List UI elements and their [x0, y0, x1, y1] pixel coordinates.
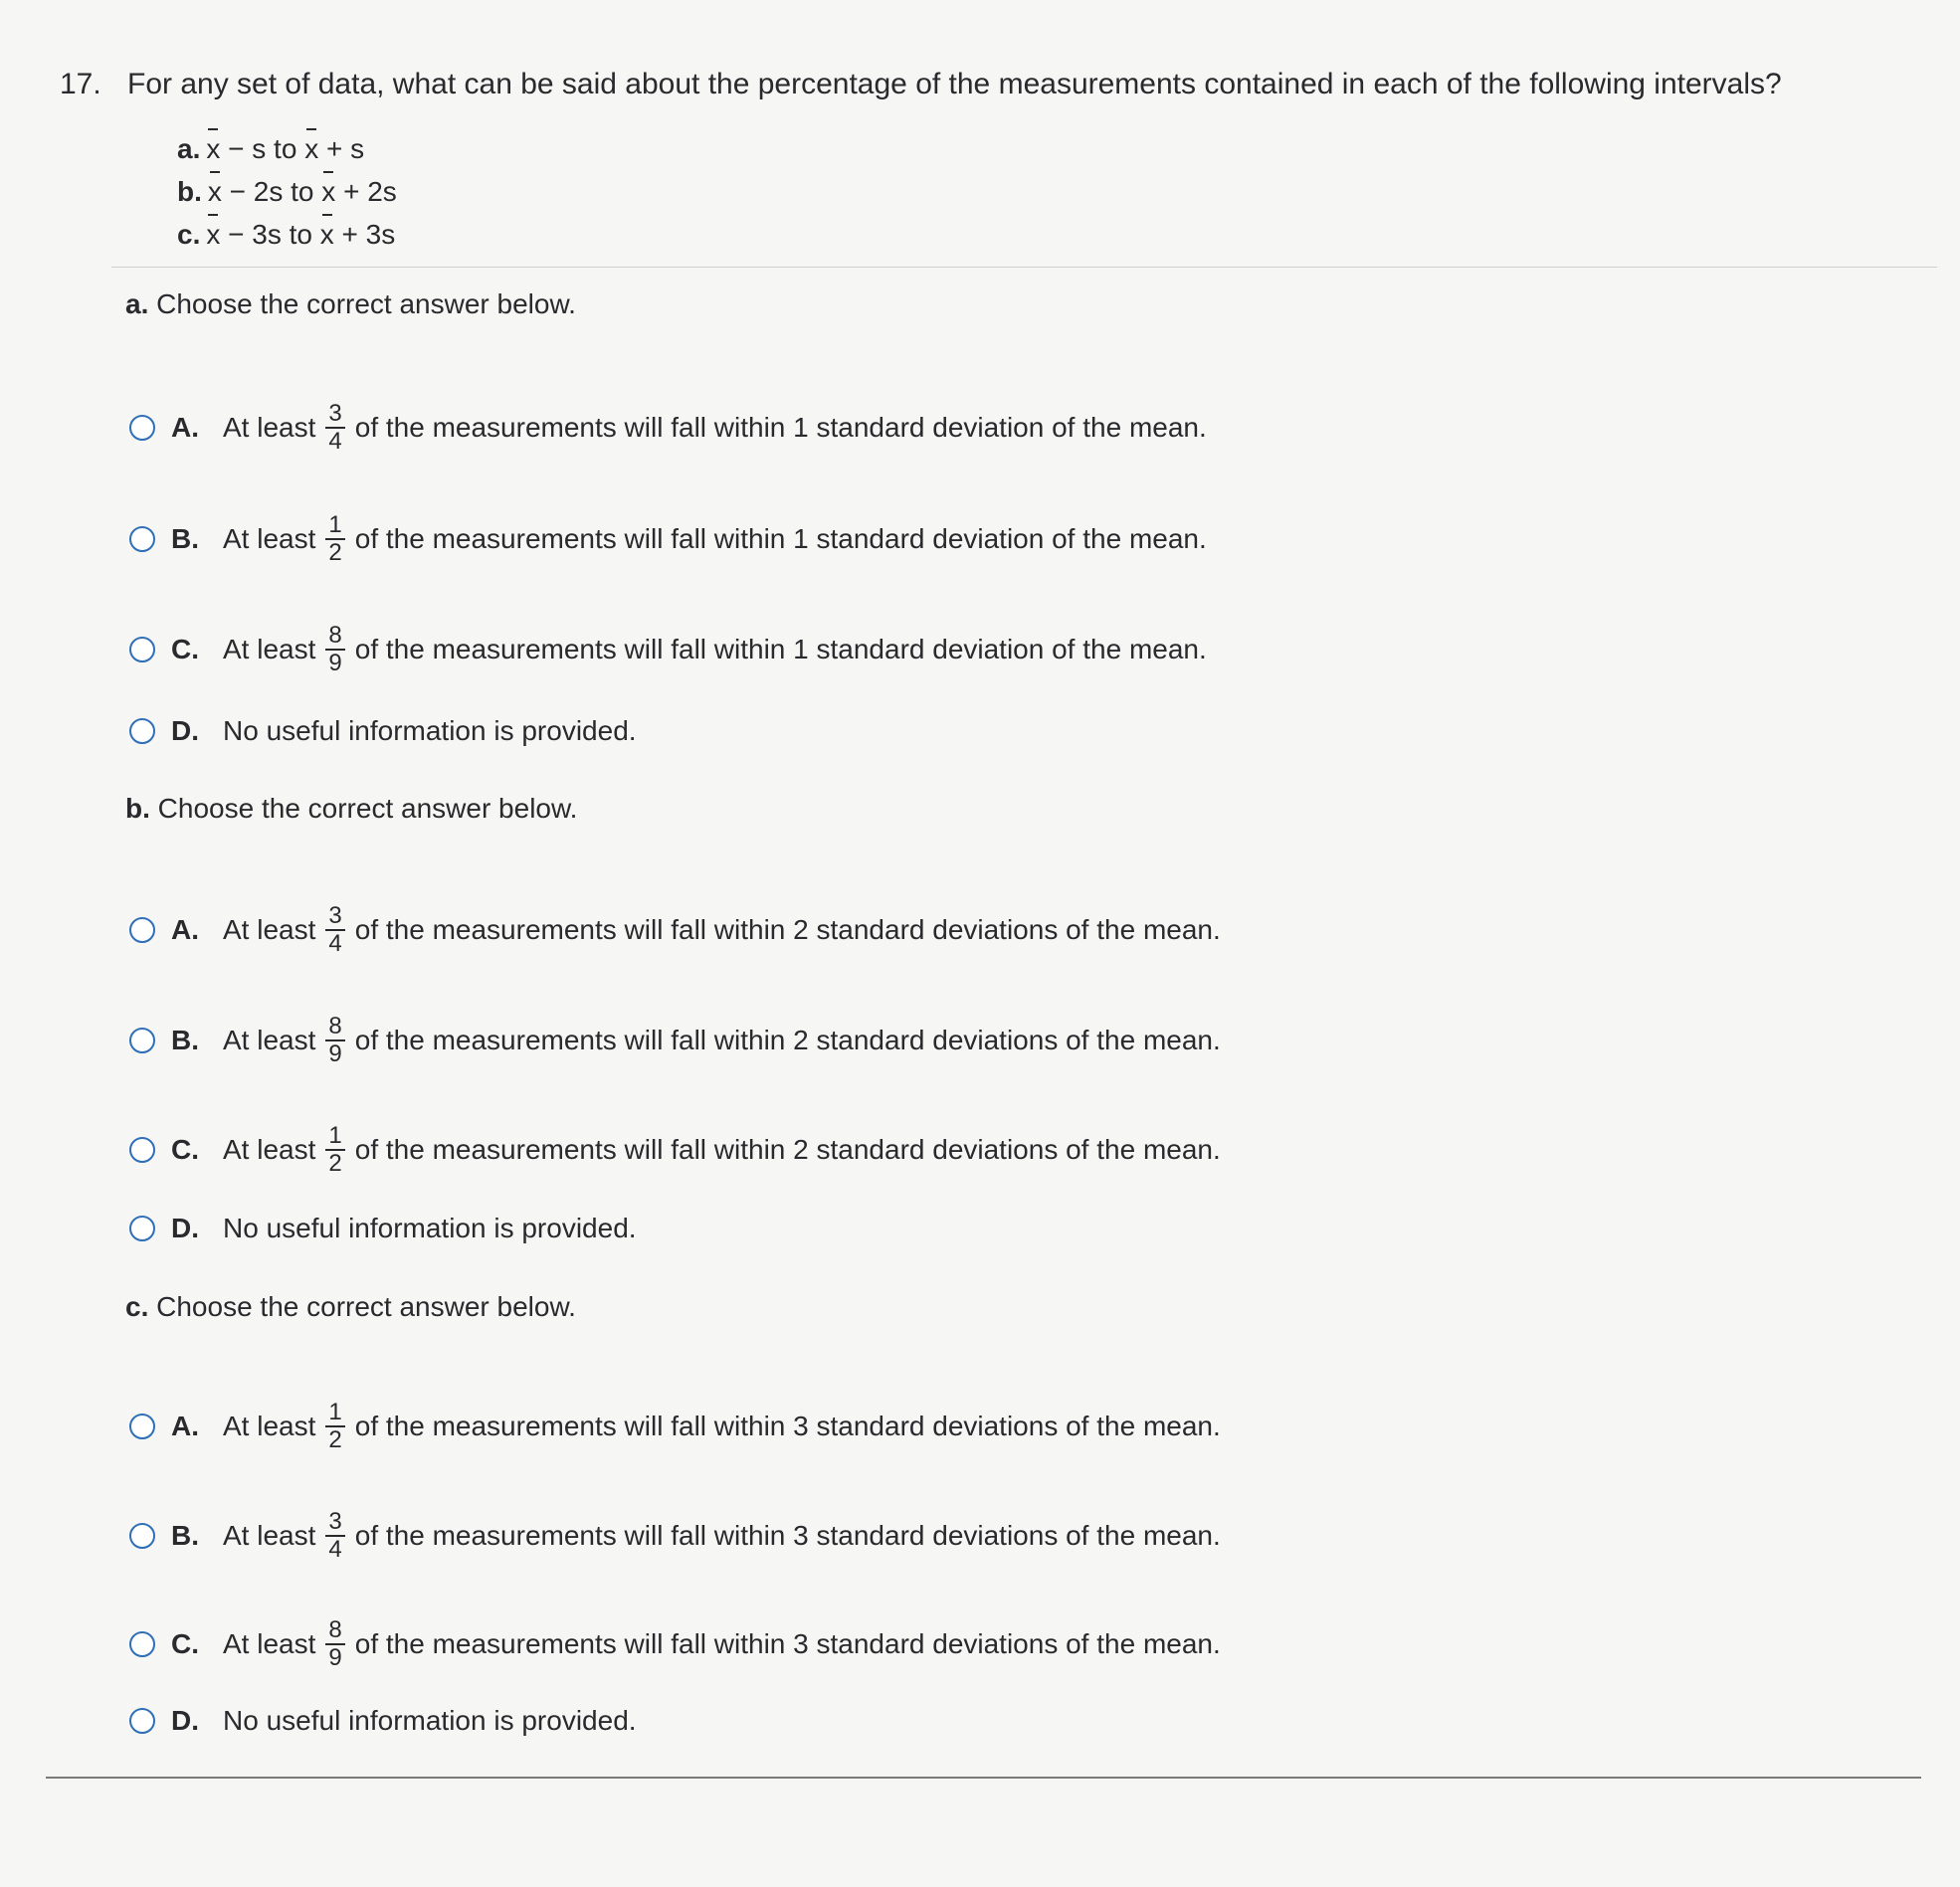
radio-button[interactable] [129, 718, 155, 744]
fraction-numerator: 3 [325, 903, 344, 931]
x-bar-symbol: x [320, 213, 334, 256]
option-letter: D. [171, 1213, 199, 1243]
part-a-option-c[interactable] [129, 620, 1207, 679]
part-a-option-d[interactable] [129, 701, 637, 761]
part-a-option-a[interactable] [129, 398, 1207, 458]
option-letter: C. [171, 1628, 199, 1659]
fraction-denominator: 2 [328, 539, 342, 566]
fraction-numerator: 8 [325, 1617, 344, 1645]
option-letter: D. [171, 715, 199, 746]
interval-letter: b. [177, 176, 202, 207]
option-letter: C. [171, 1134, 199, 1165]
fraction-numerator: 8 [325, 623, 344, 651]
fraction-numerator: 1 [325, 1123, 344, 1151]
fraction-numerator: 8 [325, 1014, 344, 1041]
interval-operator: − 2s to [221, 176, 322, 207]
fraction-denominator: 9 [328, 1644, 342, 1671]
question-header [60, 68, 1782, 101]
fraction-denominator: 9 [328, 1040, 342, 1067]
part-a-prompt [125, 288, 576, 320]
fraction-numerator: 1 [325, 512, 344, 540]
option-letter: D. [171, 1705, 199, 1736]
x-bar-symbol: x [206, 127, 220, 170]
fraction-denominator: 4 [328, 1536, 342, 1563]
part-c-option-d[interactable] [129, 1691, 637, 1751]
fraction [325, 903, 344, 957]
fraction [325, 1123, 344, 1177]
radio-button[interactable] [129, 1523, 155, 1549]
interval-item [177, 127, 397, 170]
part-c-option-c[interactable] [129, 1614, 1221, 1674]
option-letter: B. [171, 523, 199, 554]
option-prefix: At least [223, 634, 316, 664]
fraction-denominator: 4 [328, 930, 342, 957]
option-letter: A. [171, 914, 199, 945]
option-text: No useful information is provided. [223, 1705, 637, 1736]
option-prefix: At least [223, 1520, 316, 1551]
part-b-prompt [125, 793, 577, 825]
fraction [325, 623, 344, 676]
fraction-denominator: 2 [328, 1426, 342, 1453]
part-c-option-b[interactable] [129, 1506, 1221, 1566]
question-number: 17. [60, 68, 101, 100]
fraction-denominator: 4 [328, 428, 342, 455]
part-c-prompt [125, 1291, 576, 1323]
fraction [325, 512, 344, 566]
interval-expression [206, 127, 364, 170]
radio-button[interactable] [129, 415, 155, 441]
interval-operator: − s to [220, 133, 305, 164]
option-letter: C. [171, 634, 199, 664]
interval-item [177, 170, 397, 213]
radio-button[interactable] [129, 637, 155, 662]
interval-expression [208, 170, 397, 213]
part-letter: b. [125, 793, 150, 824]
part-prompt-text: Choose the correct answer below. [156, 1291, 576, 1322]
option-prefix: At least [223, 1411, 316, 1441]
radio-button[interactable] [129, 1708, 155, 1734]
fraction-denominator: 2 [328, 1150, 342, 1177]
option-letter: A. [171, 412, 199, 443]
part-prompt-text: Choose the correct answer below. [156, 288, 576, 319]
option-text: No useful information is provided. [223, 1213, 637, 1243]
part-b-option-a[interactable] [129, 900, 1221, 960]
fraction [325, 401, 344, 455]
option-letter: B. [171, 1520, 199, 1551]
part-prompt-text: Choose the correct answer below. [157, 793, 578, 824]
option-suffix: of the measurements will fall within 3 standard deviations of the mean. [354, 1411, 1221, 1441]
fraction [325, 1509, 344, 1563]
interval-operator: − 3s to [220, 219, 320, 250]
interval-letter: a. [177, 133, 201, 164]
interval-letter: c. [177, 219, 201, 250]
radio-button[interactable] [129, 1137, 155, 1163]
fraction [325, 1014, 344, 1067]
fraction [325, 1617, 344, 1671]
part-letter: c. [125, 1291, 149, 1322]
option-suffix: of the measurements will fall within 2 standard deviations of the mean. [354, 914, 1221, 945]
option-letter: B. [171, 1025, 199, 1055]
interval-list [177, 127, 397, 256]
bottom-divider [46, 1777, 1921, 1779]
radio-button[interactable] [129, 917, 155, 943]
interval-operator: + 2s [335, 176, 397, 207]
x-bar-symbol: x [206, 213, 220, 256]
option-prefix: At least [223, 523, 316, 554]
radio-button[interactable] [129, 1631, 155, 1657]
radio-button[interactable] [129, 1414, 155, 1439]
interval-operator: + 3s [333, 219, 396, 250]
option-suffix: of the measurements will fall within 3 standard deviations of the mean. [354, 1628, 1221, 1659]
fraction [325, 1400, 344, 1453]
interval-expression [206, 213, 395, 256]
interval-item [177, 213, 397, 256]
option-suffix: of the measurements will fall within 1 standard deviation of the mean. [354, 523, 1207, 554]
x-bar-symbol: x [304, 127, 318, 170]
radio-button[interactable] [129, 1028, 155, 1053]
fraction-numerator: 3 [325, 401, 344, 429]
option-letter: A. [171, 1411, 199, 1441]
option-suffix: of the measurements will fall within 3 standard deviations of the mean. [354, 1520, 1221, 1551]
interval-operator: + s [318, 133, 365, 164]
fraction-numerator: 3 [325, 1509, 344, 1537]
question-text: For any set of data, what can be said about the percentage of the measurements contained in each of the following intervals? [127, 68, 1782, 100]
option-prefix: At least [223, 1628, 316, 1659]
option-suffix: of the measurements will fall within 1 standard deviation of the mean. [354, 412, 1207, 443]
option-prefix: At least [223, 1025, 316, 1055]
part-b-option-c[interactable] [129, 1120, 1221, 1180]
part-c-option-a[interactable] [129, 1397, 1221, 1456]
part-b-option-b[interactable] [129, 1011, 1221, 1070]
part-b-option-d[interactable] [129, 1199, 637, 1258]
option-text: No useful information is provided. [223, 715, 637, 746]
fraction-numerator: 1 [325, 1400, 344, 1427]
part-letter: a. [125, 288, 149, 319]
option-prefix: At least [223, 412, 316, 443]
part-a-option-b[interactable] [129, 509, 1207, 569]
radio-button[interactable] [129, 1216, 155, 1241]
divider [111, 267, 1937, 268]
x-bar-symbol: x [321, 170, 335, 213]
option-suffix: of the measurements will fall within 2 standard deviations of the mean. [354, 1134, 1221, 1165]
fraction-denominator: 9 [328, 650, 342, 676]
radio-button[interactable] [129, 526, 155, 552]
option-suffix: of the measurements will fall within 2 standard deviations of the mean. [354, 1025, 1221, 1055]
option-prefix: At least [223, 1134, 316, 1165]
option-suffix: of the measurements will fall within 1 standard deviation of the mean. [354, 634, 1207, 664]
option-prefix: At least [223, 914, 316, 945]
x-bar-symbol: x [208, 170, 222, 213]
